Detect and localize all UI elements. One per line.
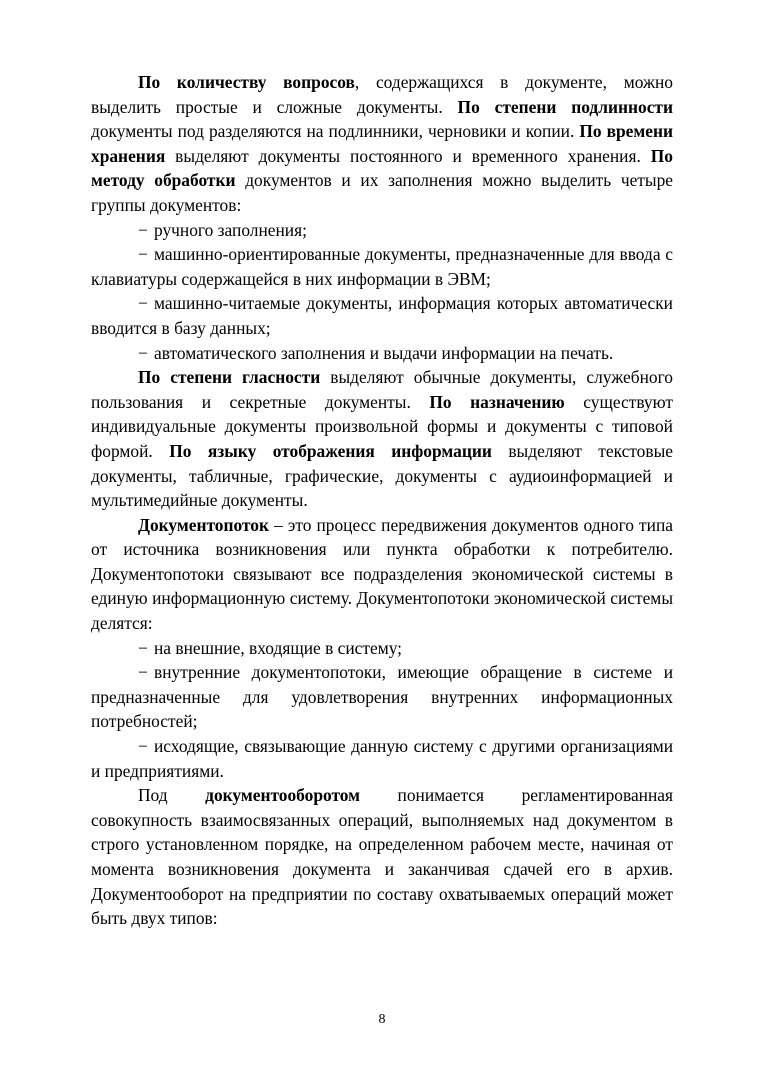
term-publicity: По степени гласности <box>138 367 321 388</box>
paragraph-document-circulation <box>91 783 673 931</box>
list-text: ручного заполнения; <box>154 219 307 240</box>
paragraph-publicity <box>91 365 673 513</box>
page-number: 8 <box>378 1012 386 1027</box>
list-text: внутренние документопотоки, имеющие обращение в системе и предназначенные для удовлетворения внутренних информационных потребностей; <box>91 662 673 732</box>
list-text: машинно-ориентированные документы, предназначенные для ввода с клавиатуры содержащейся в них информации в ЭВМ; <box>91 244 673 289</box>
dash-marker: − <box>138 244 148 265</box>
text: Под <box>138 785 206 806</box>
text: понимается регламентированная совокупность взаимосвязанных операций, выполняемых над документом в строго установленном порядке, на определенном рабочем месте, начиная от момента возникновения документа и заканчивая сдачей его в архив. Документооборот на предприятии по составу охватываемых операций может быть двух типов: <box>91 785 673 929</box>
text: , содержащихся в документе, можно выделить простые и сложные документы. <box>91 72 673 117</box>
paragraph-classification <box>91 70 673 218</box>
list-item <box>91 660 673 734</box>
list-item <box>91 636 673 661</box>
list-text: исходящие, связывающие данную систему с другими организациями и предприятиями. <box>91 736 673 781</box>
text: выделяют текстовые документы, табличные, графические, документы с аудиоинформацией и мультимедийные документы. <box>91 440 673 511</box>
text: выделяют документы постоянного и временного хранения. <box>165 145 651 166</box>
term-document-flow: Документопоток <box>138 514 270 535</box>
dash-marker: − <box>138 342 148 363</box>
dash-marker: − <box>138 637 148 658</box>
list-item <box>91 291 673 340</box>
term-storage: По времени хранения <box>91 121 673 166</box>
text: – это процесс передвижения документов одного типа от источника возникновения или пункта обработки к потребителю. Документопотоки связывают все подразделения экономической системы в единую информационную систему. Документопотоки экономической системы делятся: <box>91 514 673 634</box>
text: существуют индивидуальные документы произвольной формы и документы с типовой формой. <box>91 391 673 461</box>
list-item <box>91 218 673 243</box>
text: документы под разделяются на подлинники, черновики и копии. <box>91 121 580 142</box>
term-questions: По количеству вопросов <box>138 72 355 92</box>
term-purpose: По назначению <box>429 391 565 412</box>
dash-marker: − <box>138 662 148 683</box>
term-language: По языку отображения информации <box>169 440 492 461</box>
list-item <box>91 242 673 291</box>
dash-marker: − <box>138 219 148 240</box>
list-item <box>91 341 673 366</box>
list-text: на внешние, входящие в систему; <box>154 637 403 658</box>
dash-marker: − <box>138 736 148 757</box>
term-processing: По методу обработки <box>91 145 673 191</box>
term-authenticity: По степени подлинности <box>457 96 673 117</box>
text: выделяют обычные документы, служебного пользования и секретные документы. <box>91 367 673 412</box>
paragraph-docflow <box>91 513 673 636</box>
document-page <box>91 70 673 931</box>
list-item <box>91 734 673 783</box>
term-document-circulation: документооборотом <box>205 785 360 806</box>
dash-marker: − <box>138 293 148 314</box>
list-text: автоматического заполнения и выдачи информации на печать. <box>154 342 614 363</box>
text: документов и их заполнения можно выделить четыре группы документов: <box>91 170 674 215</box>
list-text: машинно-читаемые документы, информация которых автоматически вводится в базу данных; <box>91 293 673 338</box>
